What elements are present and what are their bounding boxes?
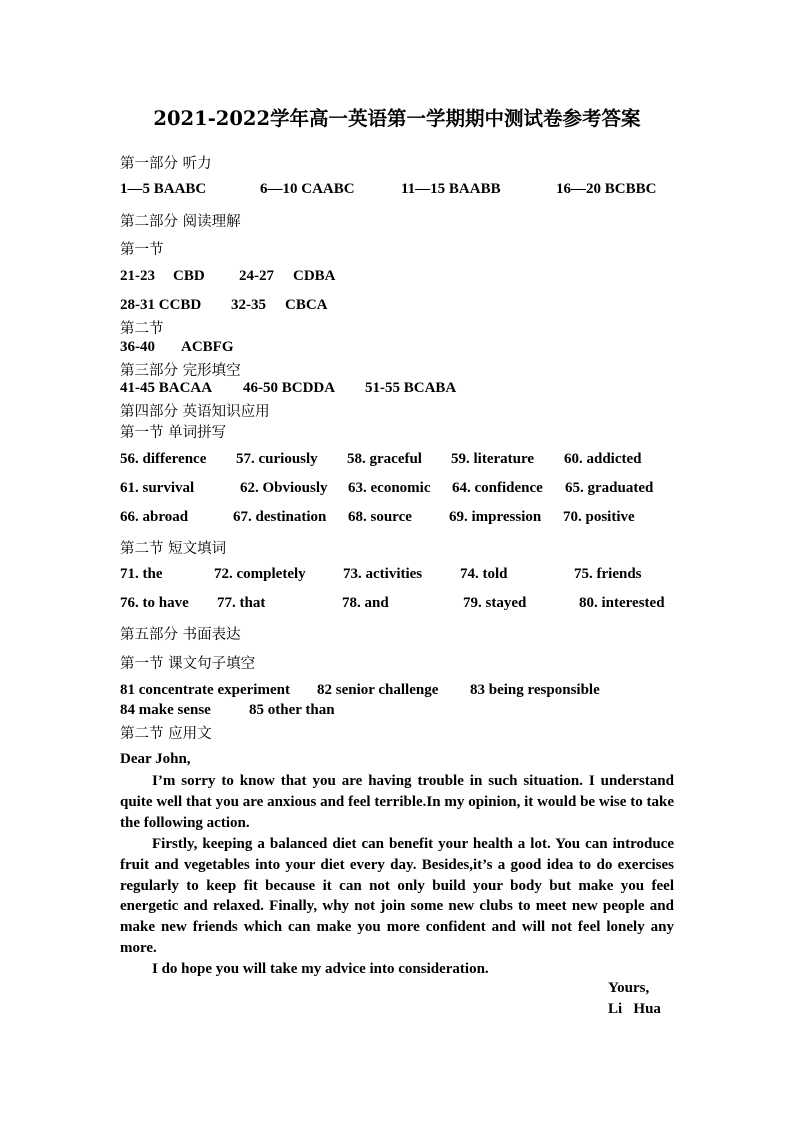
part2-heading: 第二部分 阅读理解	[120, 214, 241, 230]
part4-section2: 第二节 短文填词	[120, 541, 227, 557]
part2-section1: 第一节	[120, 242, 164, 258]
sentence-answer: 81 concentrate experiment	[120, 682, 290, 698]
answer-range: 21-23	[120, 268, 155, 284]
letter-signature: Li Hua	[608, 1001, 661, 1017]
word-answer: 68. source	[348, 509, 412, 525]
word-answer: 74. told	[460, 566, 508, 582]
part2-section2: 第二节	[120, 321, 164, 337]
word-answer: 63. economic	[348, 480, 431, 496]
word-answer: 73. activities	[343, 566, 423, 582]
part1-heading: 第一部分 听力	[120, 156, 212, 172]
word-answer: 64. confidence	[452, 480, 543, 496]
letter-greeting: Dear John,	[120, 751, 191, 767]
word-answer: 61. survival	[120, 480, 195, 496]
sentence-answer: 85 other than	[249, 702, 335, 718]
word-answer: 75. friends	[574, 566, 642, 582]
word-answer: 71. the	[120, 566, 163, 582]
answer-group: 1—5 BAABC	[120, 181, 207, 197]
answer-value: CBCA	[285, 297, 328, 313]
letter-closing: Yours,	[608, 980, 650, 996]
letter-paragraph-2: Firstly, keeping a balanced diet can benefit your health a lot. You can introduce fruit and vegetables into your diet every day. Besides,it’s a good idea to do exercises regularly to keep fit because it can not only build your body but make you feel energetic and relaxed. Finally, why not join some new clubs to meet new people and make new friends which can make you more confident and will not feel lonely any more.	[120, 836, 674, 956]
answer-group: 16—20 BCBBC	[556, 181, 657, 197]
answer-value: CBD	[173, 268, 205, 284]
word-answer: 66. abroad	[120, 509, 189, 525]
word-answer: 62. Obviously	[240, 480, 328, 496]
sentence-answer: 82 senior challenge	[317, 682, 439, 698]
word-answer: 65. graduated	[565, 480, 654, 496]
part3-heading: 第三部分 完形填空	[120, 363, 241, 379]
word-answer: 70. positive	[563, 509, 635, 525]
answer-group: 51-55 BCABA	[365, 380, 457, 396]
answer-value: ACBFG	[181, 339, 234, 355]
answer-range: 36-40	[120, 339, 155, 355]
sentence-answer: 84 make sense	[120, 702, 211, 718]
word-answer: 69. impression	[449, 509, 542, 525]
letter-paragraph-3: I do hope you will take my advice into consideration.	[152, 961, 489, 977]
word-answer: 79. stayed	[463, 595, 527, 611]
sentence-answer: 83 being responsible	[470, 682, 600, 698]
word-answer: 57. curiously	[236, 451, 318, 467]
part4-section1: 第一节 单词拼写	[120, 425, 227, 441]
word-answer: 80. interested	[579, 595, 665, 611]
word-answer: 60. addicted	[564, 451, 642, 467]
word-answer: 59. literature	[451, 451, 535, 467]
answer-group: 41-45 BACAA	[120, 380, 213, 396]
answer-range: 24-27	[239, 268, 274, 284]
word-answer: 77. that	[217, 595, 266, 611]
answer-group: 46-50 BCDDA	[243, 380, 336, 396]
part5-heading: 第五部分 书面表达	[120, 627, 241, 643]
answer-range: 32-35	[231, 297, 266, 313]
letter-paragraph-1: I’m sorry to know that you are having trouble in such situation. I understand quite well that you are anxious and feel terrible.In my opinion, it would be wise to take the following action.	[120, 773, 674, 831]
answer-group: 11—15 BAABB	[401, 181, 501, 197]
answer-value: CDBA	[293, 268, 336, 284]
part5-section1: 第一节 课文句子填空	[120, 656, 256, 672]
answer-group: 28-31 CCBD	[120, 297, 202, 313]
answer-group: 6—10 CAABC	[260, 181, 355, 197]
word-answer: 78. and	[342, 595, 389, 611]
page-title: 2021-2022学年高一英语第一学期期中测试卷参考答案	[153, 107, 641, 130]
part5-section2: 第二节 应用文	[120, 726, 212, 742]
word-answer: 67. destination	[233, 509, 327, 525]
word-answer: 76. to have	[120, 595, 189, 611]
word-answer: 58. graceful	[347, 451, 422, 467]
word-answer: 72. completely	[214, 566, 306, 582]
word-answer: 56. difference	[120, 451, 207, 467]
part4-heading: 第四部分 英语知识应用	[120, 404, 270, 420]
